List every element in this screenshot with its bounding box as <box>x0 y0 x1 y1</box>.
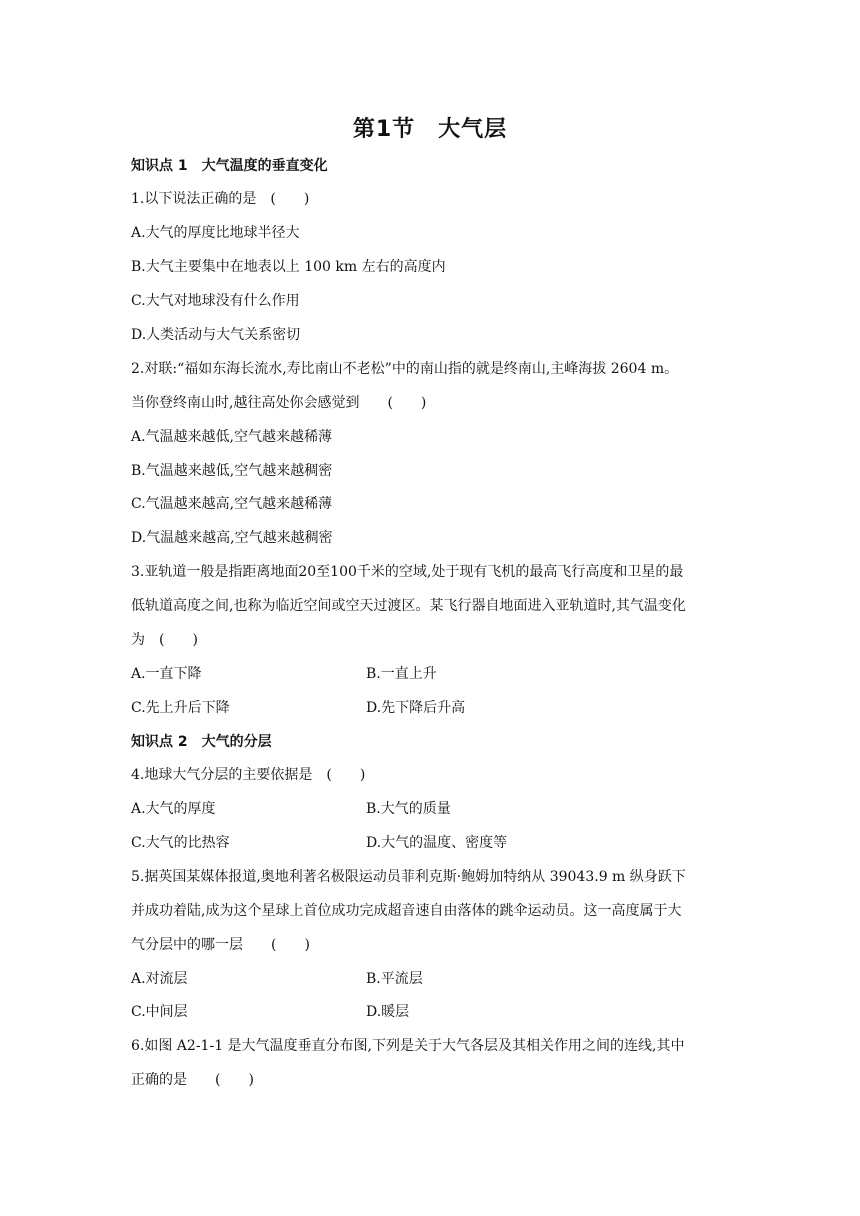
q4-option-d: D.大气的温度、密度等 <box>366 835 508 851</box>
q3-stem-line-2: 低轨道高度之间,也称为临近空间或空天过渡区。某飞行器自地面进入亚轨道时,其气温变化 <box>131 598 686 614</box>
q2-option-c: C.气温越来越高,空气越来越稀薄 <box>131 496 333 512</box>
q2-option-a: A.气温越来越低,空气越来越稀薄 <box>131 429 333 445</box>
q3-option-d: D.先下降后升高 <box>366 700 466 716</box>
q5-option-c: C.中间层 <box>131 1004 188 1020</box>
q3-option-c: C.先上升后下降 <box>131 700 230 716</box>
section-heading-2: 知识点 2 大气的分层 <box>131 734 272 750</box>
q2-stem-line-1: 2.对联:“福如东海长流水,寿比南山不老松”中的南山指的就是终南山,主峰海拔 2604 m。 <box>131 361 679 377</box>
q3-stem-line-1: 3.亚轨道一般是指距离地面20至100千米的空域,处于现有飞机的最高飞行高度和卫星的最 <box>131 564 684 580</box>
q4-option-b: B.大气的质量 <box>366 801 451 817</box>
q1-option-b: B.大气主要集中在地表以上 100 km 左右的高度内 <box>131 259 446 275</box>
section-heading-1: 知识点 1 大气温度的垂直变化 <box>131 158 328 174</box>
q1-option-a: A.大气的厚度比地球半径大 <box>131 225 300 241</box>
q2-stem-line-2: 当你登终南山时,越往高处你会感觉到 ( ) <box>131 395 427 411</box>
q5-stem-line-3: 气分层中的哪一层 ( ) <box>131 937 310 953</box>
q3-option-a: A.一直下降 <box>131 666 202 682</box>
q5-option-a: A.对流层 <box>131 971 188 987</box>
q5-option-d: D.暖层 <box>366 1004 410 1020</box>
q4-option-a: A.大气的厚度 <box>131 801 216 817</box>
q3-option-b: B.一直上升 <box>366 666 437 682</box>
q1-option-d: D.人类活动与大气关系密切 <box>131 327 301 343</box>
q3-stem-line-3: 为 ( ) <box>131 632 198 648</box>
q5-stem-line-1: 5.据英国某媒体报道,奥地利著名极限运动员菲利克斯·鲍姆加特纳从 39043.9 m 纵身跃下 <box>131 869 686 885</box>
q2-option-d: D.气温越来越高,空气越来越稠密 <box>131 530 333 546</box>
q2-option-b: B.气温越来越低,空气越来越稠密 <box>131 463 333 479</box>
page-title: 第1节 大气层 <box>352 117 508 142</box>
q6-stem-line-1: 6.如图 A2-1-1 是大气温度垂直分布图,下列是关于大气各层及其相关作用之间的连线,其中 <box>131 1038 685 1054</box>
q4-stem: 4.地球大气分层的主要依据是 ( ) <box>131 767 366 783</box>
q6-stem-line-2: 正确的是 ( ) <box>131 1072 254 1088</box>
q4-option-c: C.大气的比热容 <box>131 835 230 851</box>
q1-stem: 1.以下说法正确的是 ( ) <box>131 191 310 207</box>
q5-stem-line-2: 并成功着陆,成为这个星球上首位成功完成超音速自由落体的跳伞运动员。这一高度属于大 <box>131 903 682 919</box>
q1-option-c: C.大气对地球没有什么作用 <box>131 293 300 309</box>
q5-option-b: B.平流层 <box>366 971 423 987</box>
